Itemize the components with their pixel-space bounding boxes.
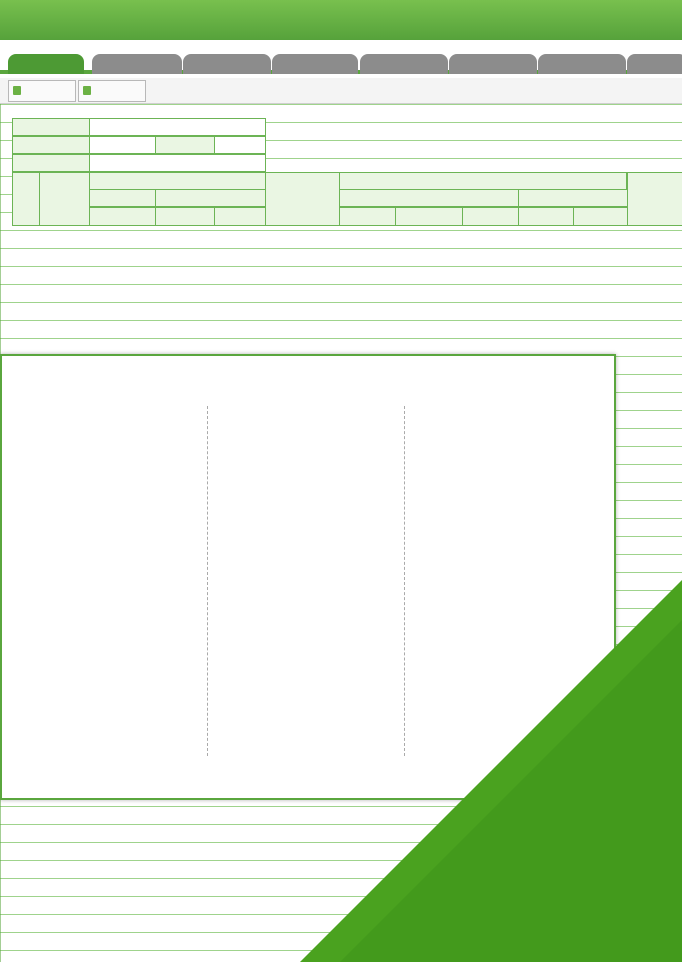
app-header (0, 0, 682, 40)
col-pension (462, 207, 519, 226)
toolbar (0, 78, 682, 104)
tab-usage-guide[interactable] (8, 54, 84, 74)
col-health (395, 207, 463, 226)
lock-icon (13, 86, 21, 95)
tab-pay-deposit[interactable] (627, 54, 682, 74)
col-gross (265, 172, 340, 226)
year-value[interactable] (89, 136, 156, 154)
tab-pay-input[interactable] (272, 54, 358, 74)
date-label (12, 154, 90, 172)
sheet-tabs (0, 40, 682, 74)
col-other-allow (155, 189, 266, 207)
col-name (39, 172, 90, 226)
col-deduct-group (339, 172, 627, 190)
col-blank-1 (155, 207, 215, 226)
unprotect-sheet-button[interactable] (78, 80, 146, 102)
col-pay-group (89, 172, 266, 190)
col-income-tax (518, 207, 574, 226)
col-no (12, 172, 40, 226)
tab-employee[interactable] (92, 54, 182, 74)
col-etc (627, 172, 682, 226)
col-employ (339, 207, 396, 226)
payslip-preview (0, 354, 616, 800)
cut-line (404, 406, 405, 756)
col-insurance-group (339, 189, 519, 207)
col-resident-tax (573, 207, 628, 226)
tab-pay-cumulative[interactable] (538, 54, 626, 74)
col-hourly-total (89, 189, 156, 207)
date-value[interactable] (89, 154, 266, 172)
col-blank-2 (214, 207, 266, 226)
tab-worktime[interactable] (183, 54, 271, 74)
tab-payslip[interactable] (449, 54, 537, 74)
col-tax-group (518, 189, 628, 207)
cut-line (207, 406, 208, 756)
unlock-icon (83, 86, 91, 95)
protect-sheet-button[interactable] (8, 80, 76, 102)
col-base (89, 207, 156, 226)
month-value[interactable] (214, 136, 266, 154)
company-label (12, 118, 90, 136)
month-label (155, 136, 215, 154)
company-value[interactable] (89, 118, 266, 136)
tab-payroll[interactable] (360, 54, 448, 74)
year-label (12, 136, 90, 154)
